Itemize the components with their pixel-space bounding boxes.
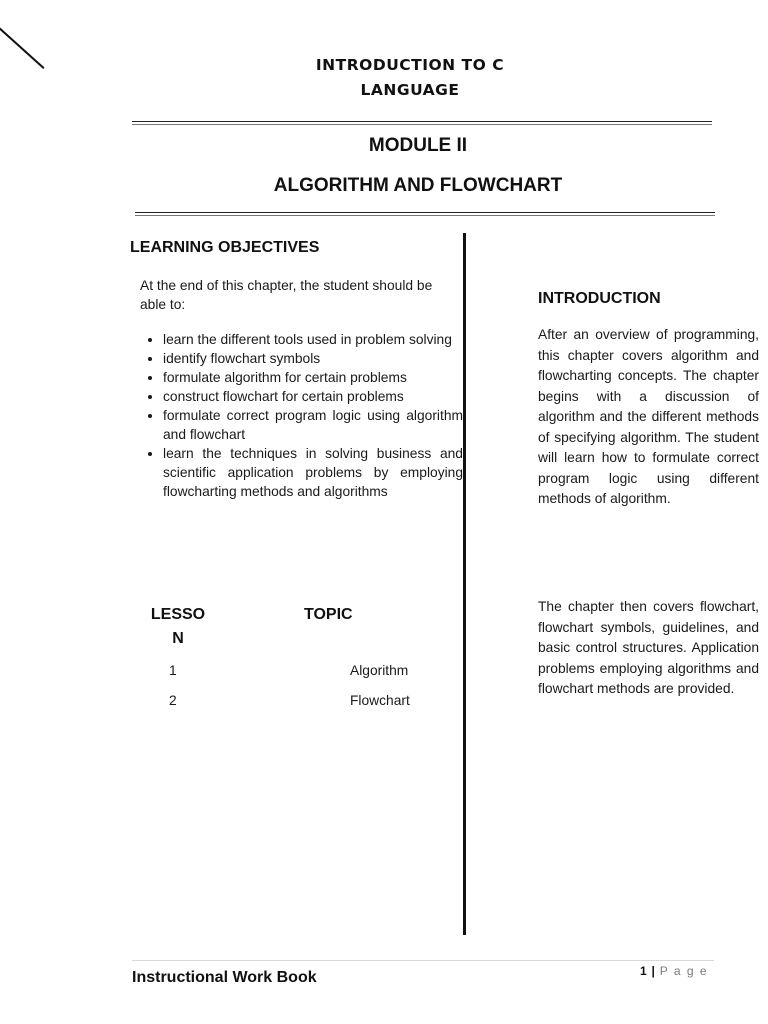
introduction-heading: INTRODUCTION bbox=[538, 290, 661, 307]
objective-item: • construct flowchart for certain problems bbox=[163, 387, 463, 406]
course-title-line2: LANGUAGE bbox=[360, 81, 460, 99]
course-title bbox=[200, 53, 620, 103]
lesson-row-1-topic: Algorithm bbox=[350, 663, 409, 678]
objectives-intro: At the end of this chapter, the student should be able to: bbox=[140, 278, 433, 312]
module-name: ALGORITHM AND FLOWCHART bbox=[273, 175, 563, 196]
lesson-header-line1: LESSO bbox=[150, 606, 206, 623]
objective-item: • formulate correct program logic using algorithm and flowchart bbox=[163, 406, 463, 444]
top-rule-lower bbox=[132, 124, 712, 125]
objective-item: • learn the techniques in solving business and scientific application problems by employing flowcharting methods and algorithms bbox=[163, 444, 463, 501]
lesson-row-2-number: 2 bbox=[169, 693, 177, 708]
column-divider bbox=[463, 233, 466, 935]
mid-rule-lower bbox=[135, 215, 715, 216]
footer-rule bbox=[132, 960, 714, 961]
course-title-line1: INTRODUCTION TO C bbox=[315, 56, 505, 74]
module-number: MODULE II bbox=[368, 135, 468, 156]
learning-objectives-heading: LEARNING OBJECTIVES bbox=[130, 239, 320, 256]
objective-item: • identify flowchart symbols bbox=[163, 349, 463, 368]
lesson-header-line2: N bbox=[172, 630, 184, 647]
introduction-paragraph-1: After an overview of programming, this chapter covers algorithm and flowcharting concepts. The chapter begins with a discussion of algorithm and the different methods of specifying algorithm. The student will learn how to formulate correct program logic using different methods of algorithm. bbox=[538, 327, 759, 506]
mid-rule-upper bbox=[135, 212, 715, 213]
footer-workbook-title: Instructional Work Book bbox=[132, 969, 317, 986]
page-label: P a g e bbox=[659, 964, 709, 978]
objective-item: • formulate algorithm for certain problems bbox=[163, 368, 463, 387]
lesson-row-1-number: 1 bbox=[169, 663, 177, 678]
lesson-row-2-topic: Flowchart bbox=[350, 693, 410, 708]
top-rule-upper bbox=[132, 121, 712, 122]
objectives-list bbox=[145, 330, 463, 501]
page-number-separator: | bbox=[651, 964, 655, 978]
objective-item: • learn the different tools used in problem solving bbox=[163, 330, 463, 349]
topic-column-header: TOPIC bbox=[304, 606, 353, 623]
page-number bbox=[640, 964, 708, 978]
lesson-column-header bbox=[143, 603, 213, 651]
introduction-paragraph-2: The chapter then covers flowchart, flowchart symbols, guidelines, and basic control structures. Application problems employing algorithms and flowchart methods are provided. bbox=[538, 599, 759, 696]
corner-decoration-line bbox=[0, 22, 45, 69]
page-number-value: 1 bbox=[640, 964, 647, 978]
